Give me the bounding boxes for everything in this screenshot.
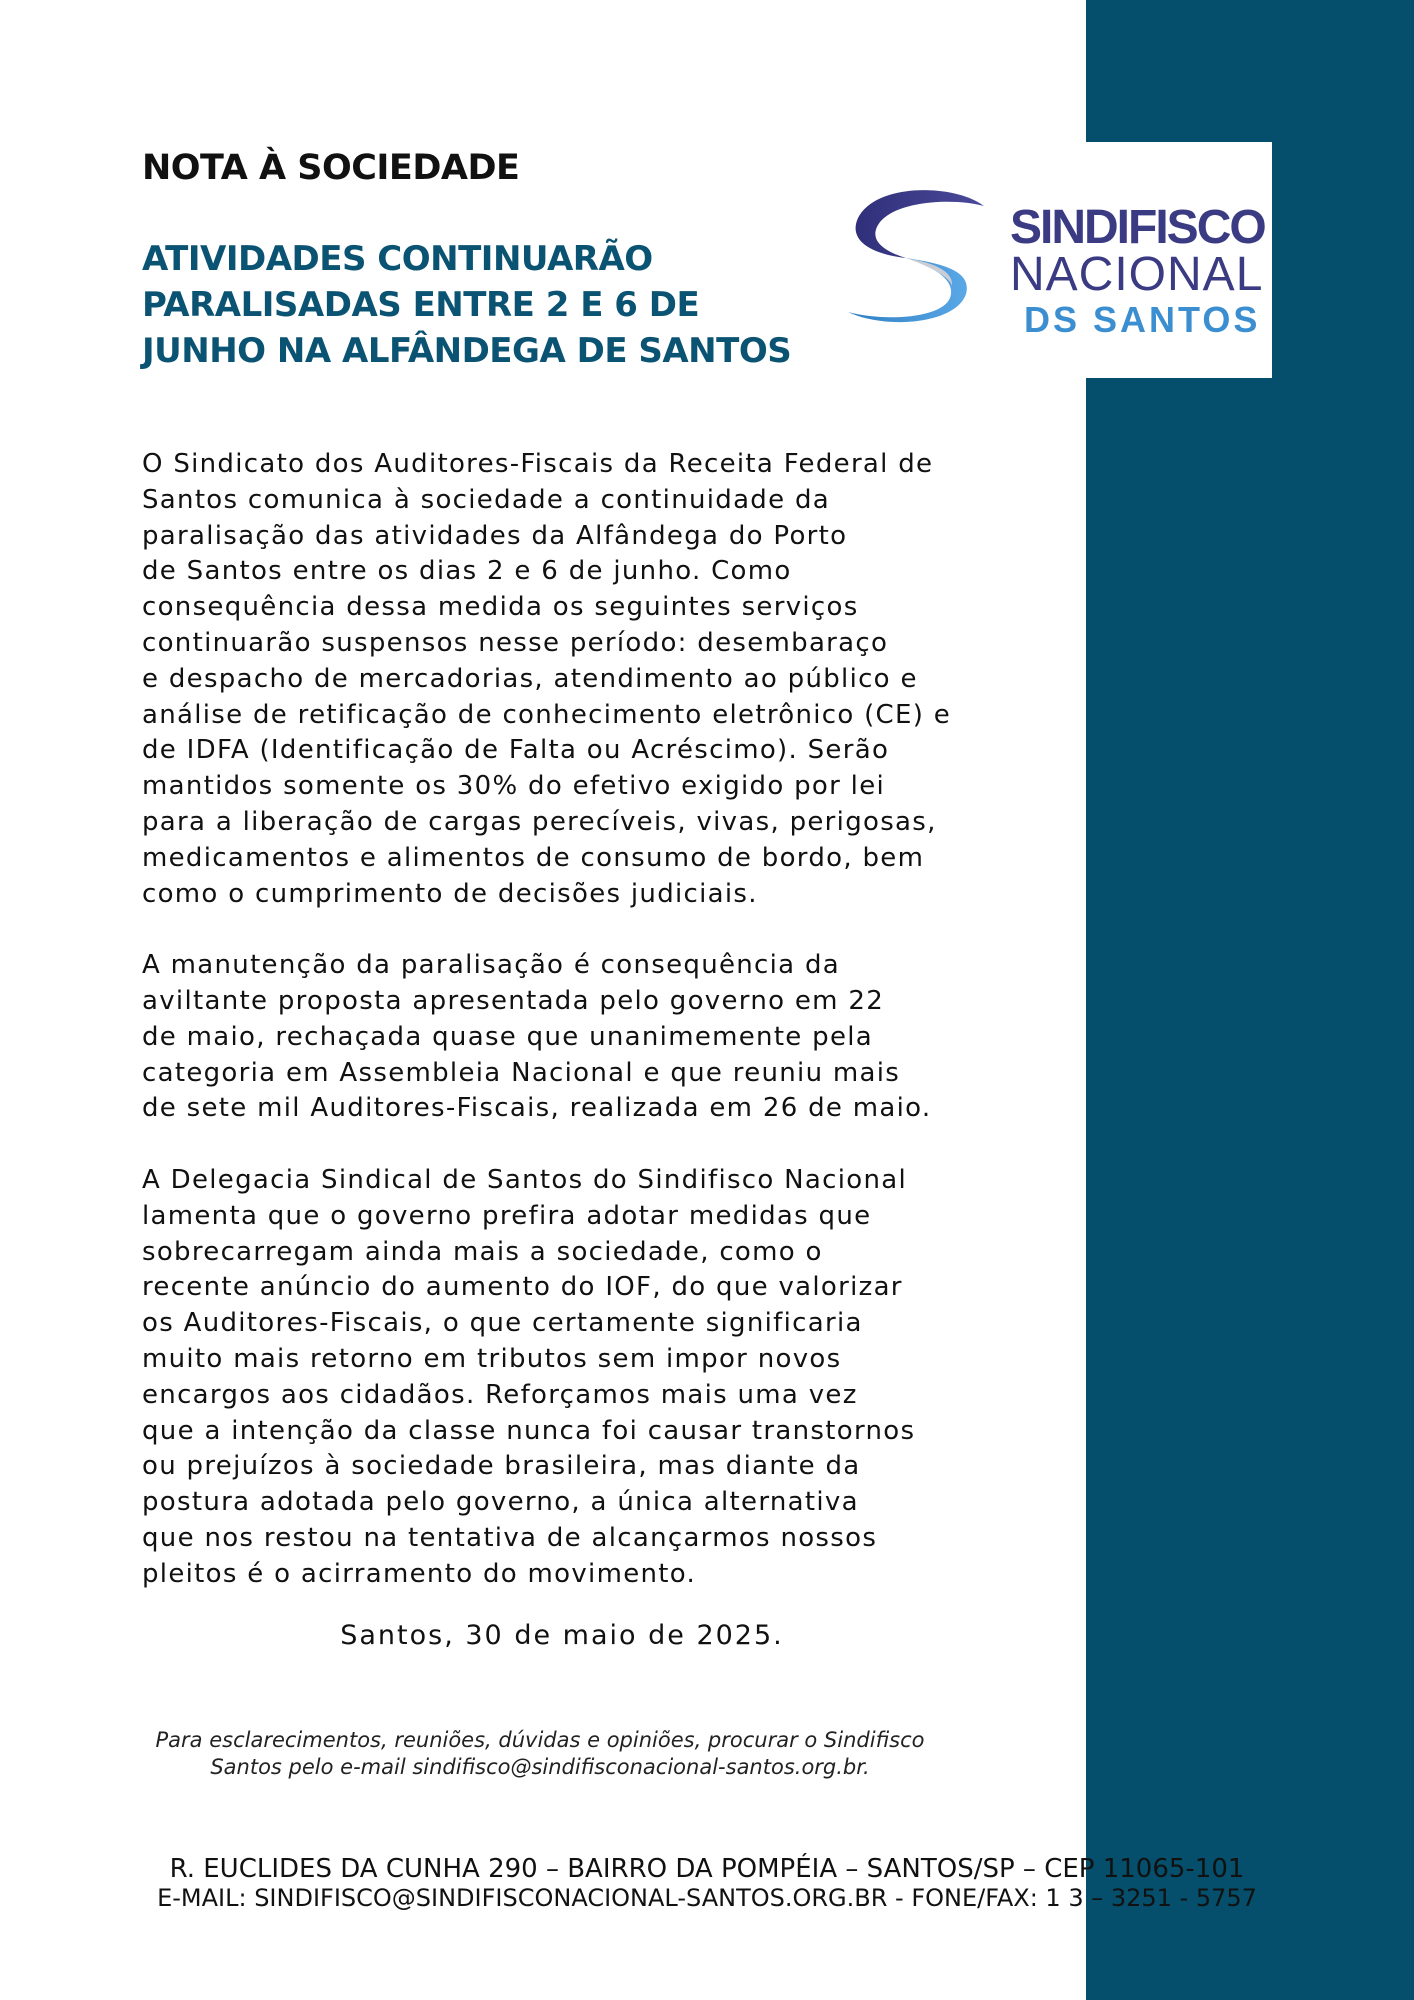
body-line: como o cumprimento de decisões judiciais.: [142, 878, 758, 909]
body-line: paralisação das atividades da Alfândega do Porto: [142, 520, 848, 551]
body-line: análise de retificação de conhecimento eletrônico (CE) e: [142, 699, 952, 730]
paragraph-2: [142, 948, 1082, 1127]
body-line: de sete mil Auditores-Fiscais, realizada em 26 de maio.: [142, 1093, 932, 1124]
body-line: os Auditores-Fiscais, o que certamente significaria: [142, 1308, 863, 1339]
headline: [142, 236, 862, 374]
logo-word-nacional: NACIONAL: [1010, 248, 1264, 301]
footer-contact: E-MAIL: SINDIFISCO@SINDIFISCONACIONAL-SANTOS.ORG.BR - FONE/FAX: 1 3 – 3251 - 5757: [157, 1884, 1257, 1912]
footer: [0, 1855, 1414, 1913]
body-text: [142, 447, 1082, 1593]
body-line: pleitos é o acirramento do movimento.: [142, 1558, 697, 1589]
swoosh-s-icon: [846, 188, 986, 328]
body-line: Santos comunica à sociedade a continuidade da: [142, 484, 831, 515]
body-line: mantidos somente os 30% do efetivo exigido por lei: [142, 771, 886, 802]
body-line: recente anúncio do aumento do IOF, do que valorizar: [142, 1272, 903, 1303]
body-line: postura adotada pelo governo, a única alternativa: [142, 1487, 859, 1518]
body-line: encargos aos cidadãos. Reforçamos mais uma vez: [142, 1379, 858, 1410]
sindifisco-logo: [840, 142, 1272, 378]
body-line: de maio, rechaçada quase que unanimemente pela: [142, 1021, 874, 1052]
footer-address: R. EUCLIDES DA CUNHA 290 – BAIRRO DA POMPÉIA – SANTOS/SP – CEP 11065-101: [169, 1854, 1245, 1884]
body-line: aviltante proposta apresentada pelo governo em 22: [142, 985, 885, 1016]
body-line: lamenta que o governo prefira adotar medidas que: [142, 1200, 872, 1231]
body-line: sobrecarregam ainda mais a sociedade, como o: [142, 1236, 823, 1267]
body-line: continuarão suspensos nesse período: desembaraço: [142, 627, 889, 658]
body-line: categoria em Assembleia Nacional e que reuniu mais: [142, 1057, 901, 1088]
contact-note: [130, 1727, 950, 1781]
contact-line: Santos pelo e-mail sindifisco@sindifisconacional-santos.org.br.: [210, 1755, 870, 1779]
body-line: ou prejuízos à sociedade brasileira, mas diante da: [142, 1451, 861, 1482]
paragraph-3: [142, 1163, 1082, 1593]
body-line: de Santos entre os dias 2 e 6 de junho. Como: [142, 556, 792, 587]
note-title: NOTA À SOCIEDADE: [142, 148, 520, 188]
contact-line: Para esclarecimentos, reuniões, dúvidas e opiniões, procurar o Sindifisco: [155, 1728, 925, 1752]
body-line: O Sindicato dos Auditores-Fiscais da Receita Federal de: [142, 449, 934, 479]
body-line: muito mais retorno em tributos sem impor novos: [142, 1343, 842, 1374]
body-line: consequência dessa medida os seguintes serviços: [142, 592, 859, 623]
headline-line: ATIVIDADES CONTINUARÃO: [142, 239, 653, 279]
date-line: Santos, 30 de maio de 2025.: [340, 1620, 784, 1651]
logo-word-ds-santos: DS SANTOS: [1024, 299, 1261, 340]
logo-word-sindifisco: SINDIFISCO: [1010, 201, 1265, 254]
body-line: A manutenção da paralisação é consequência da: [142, 950, 841, 981]
headline-line: JUNHO NA ALFÂNDEGA DE SANTOS: [142, 331, 792, 371]
paragraph-1: [142, 447, 1082, 912]
body-line: A Delegacia Sindical de Santos do Sindifisco Nacional: [142, 1164, 908, 1195]
body-line: de IDFA (Identificação de Falta ou Acréscimo). Serão: [142, 735, 890, 766]
body-line: e despacho de mercadorias, atendimento ao público e: [142, 663, 918, 694]
headline-line: PARALISADAS ENTRE 2 E 6 DE: [142, 285, 700, 325]
body-line: para a liberação de cargas perecíveis, vivas, perigosas,: [142, 806, 937, 837]
body-line: medicamentos e alimentos de consumo de bordo, bem: [142, 842, 925, 873]
body-line: que nos restou na tentativa de alcançarmos nossos: [142, 1522, 878, 1553]
body-line: que a intenção da classe nunca foi causar transtornos: [142, 1415, 916, 1446]
